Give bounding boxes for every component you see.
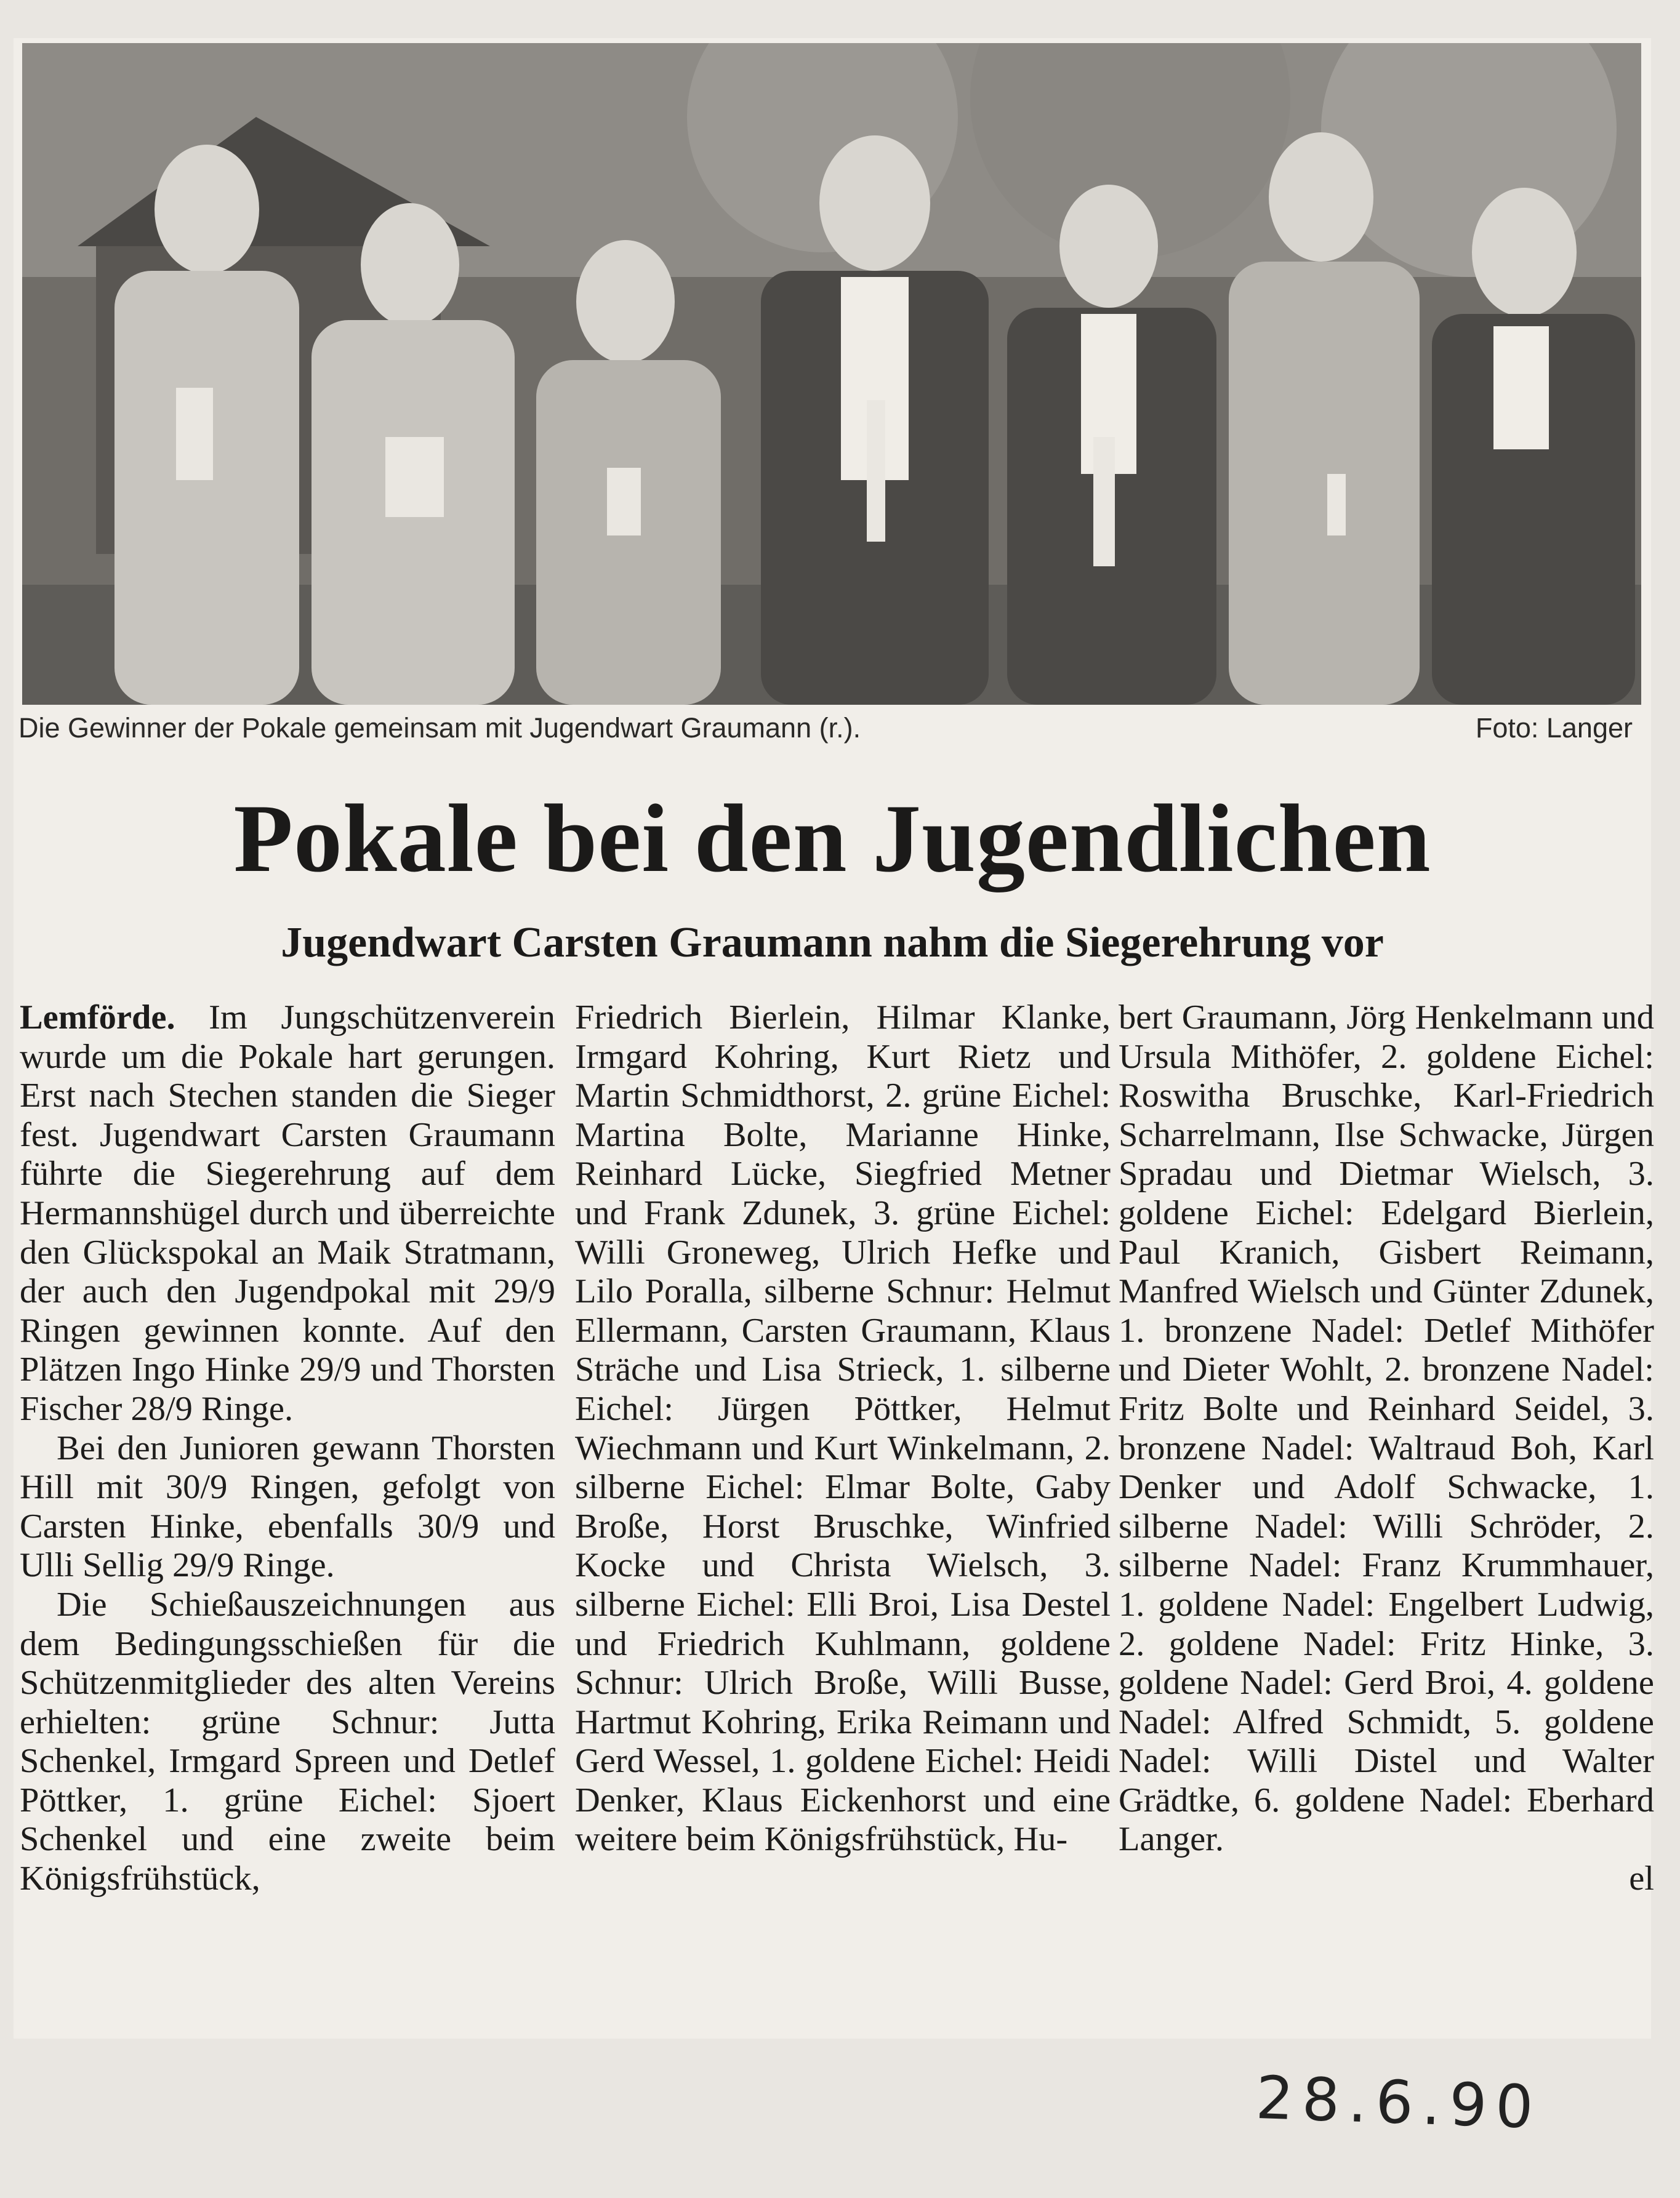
- newspaper-clipping: [14, 38, 1654, 2039]
- paragraph: [20, 998, 555, 1429]
- dateline: Lemförde.: [20, 998, 175, 1037]
- caption-text: Die Gewinner der Pokale gemeinsam mit Jugendwart Graumann (r.).: [18, 712, 861, 744]
- subheadline: Jugendwart Carsten Graumann nahm die Siegerehrung vor: [281, 919, 1384, 966]
- column-3: [1119, 998, 1654, 1899]
- article-photo: [22, 43, 1641, 705]
- headline: Pokale bei den Jugendlichen: [233, 785, 1431, 892]
- article-body: [20, 998, 1654, 2032]
- photo-caption: [18, 712, 1633, 749]
- column-2: [575, 998, 1111, 1859]
- photo-illustration: [22, 43, 1641, 705]
- paragraph: Friedrich Bierlein, Hilmar Klanke, Irmgard Kohring, Kurt Rietz und Martin Schmidthorst, 2. grüne Eichel: Martina Bolte, Marianne Hinke, Reinhard Lücke, Siegfried Metner und Frank Zdunek, 3. grüne Eichel: Willi Groneweg, Ulrich Hefke und Lilo Poralla, silberne Schnur: Helmut Ellermann, Carsten Graumann, Klaus Sträche und Lisa Strieck, 1. silberne Eichel: Jürgen Pöttker, Helmut Wiechmann und Kurt Winkelmann, 2. silberne Eichel: Elmar Bolte, Gaby Broße, Horst Bruschke, Winfried Kocke und Christa Wielsch, 3. silberne Eichel: Elli Broi, Lisa Destel und Friedrich Kuhlmann, goldene Schnur: Ulrich Broße, Willi Busse, Hartmut Kohring, Erika Reimann und Gerd Wessel, 1. goldene Eichel: Heidi Denker, Klaus Eickenhorst und eine weitere beim Königsfrühstück, Hu-: [575, 998, 1111, 1859]
- column-1: [20, 998, 555, 1899]
- author-initials: el: [1629, 1859, 1654, 1898]
- paragraph: Bei den Junioren gewann Thorsten Hill mit 30/9 Ringen, gefolgt von Carsten Hinke, ebenfalls 30/9 und Ulli Sellig 29/9 Ringe.: [20, 1429, 555, 1585]
- paragraph: Die Schießauszeichnungen aus dem Bedingungsschießen für die Schützenmitglieder des alten Vereins erhielten: grüne Schnur: Jutta Schenkel, Irmgard Spreen und Detlef Pöttker, 1. grüne Eichel: Sjoert Schenkel und eine zweite beim Königsfrühstück,: [20, 1585, 555, 1898]
- paragraph-text: Im Jungschützenverein wurde um die Pokale hart gerungen. Erst nach Stechen standen die Sieger fest. Jugendwart Carsten Graumann führte die Siegerehrung auf dem Hermannshügel durch und überreichte den Glückspokal an Maik Stratmann, der auch den Jugendpokal mit 29/9 Ringen gewinnen konnte. Auf den Plätzen Ingo Hinke 29/9 und Thorsten Fischer 28/9 Ringe.: [20, 998, 555, 1428]
- paragraph: bert Graumann, Jörg Henkelmann und Ursula Mithöfer, 2. goldene Eichel: Roswitha Bruschke, Karl-Friedrich Scharrelmann, Ilse Schwacke, Jürgen Spradau und Dietmar Wielsch, 3. goldene Eichel: Edelgard Bierlein, Paul Kranich, Gisbert Reimann, Manfred Wielsch und Günter Zdunek, 1. bronzene Nadel: Detlef Mithöfer und Dieter Wohlt, 2. bronzene Nadel: Fritz Bolte und Reinhard Seidel, 3. bronzene Nadel: Waltraud Boh, Karl Denker und Adolf Schwacke, 1. silberne Nadel: Willi Schröder, 2. silberne Nadel: Franz Krummhauer, 1. goldene Nadel: Engelbert Ludwig, 2. goldene Nadel: Fritz Hinke, 3. goldene Nadel: Gerd Broi, 4. goldene Nadel: Alfred Schmidt, 5. goldene Nadel: Willi Distel und Walter Grädtke, 6. goldene Nadel: Eberhard Langer.: [1119, 998, 1654, 1859]
- handwritten-date: 28.6.90: [1255, 2063, 1543, 2143]
- photo-credit: Foto: Langer: [1475, 712, 1633, 744]
